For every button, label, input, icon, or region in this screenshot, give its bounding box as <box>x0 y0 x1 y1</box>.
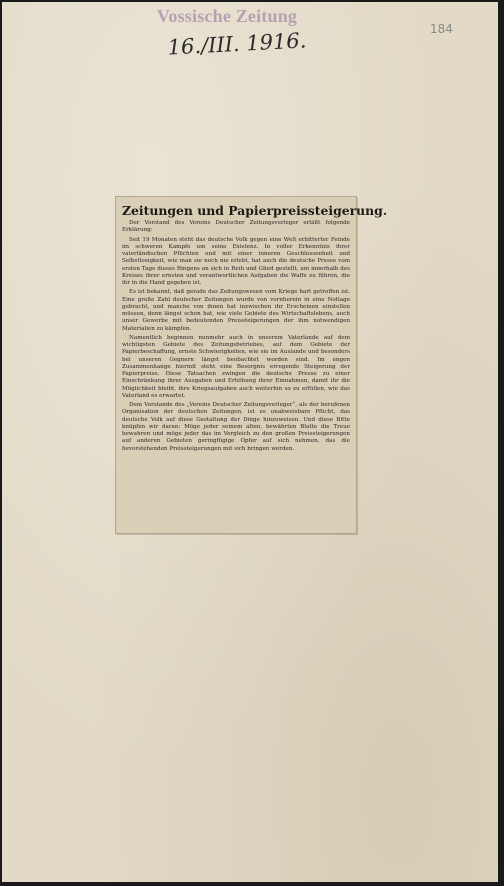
article-paragraph: Es ist bekannt, daß gerade das Zeitungswesen vom Kriege hart getroffen ist. Eine große Zahl deutscher Zeitungen wurde von vornherein in eine Notlage gebracht, und manche von ihnen hat inzwischen ihr Erscheinen einstellen müssen, denn längst schon hat, wie viele Gebiete des Wirtschaftslebens, auch unser Gewerbe mit bedeutenden Preissteigerungen der ihm notwendigen Materialien zu kämpfen. <box>122 289 350 332</box>
newspaper-clipping <box>115 196 388 534</box>
archive-page <box>2 2 498 882</box>
article-paragraph: Der Vorstand des Vereins Deutscher Zeitungsverleger erläßt folgende Erklärung: <box>122 220 350 234</box>
article-paragraph: Namentlich beginnen nunmehr auch in unserem Vaterlande auf dem wichtigsten Gebiete des Zeitungsbetriebes, auf dem Gebiete der Papierbeschaffung, ernste Schwierigkeiten, wie sie im Auslande und besonders bei unseren Gegnern längst beobachtet worden sind. Im engen Zusammenhange hiermit steht eine Besorgnis erregende Steigerung der Papierpreise. Diese Tatsachen zwingen die deutsche Presse zu einer Einschränkung ihrer Ausgaben und Erhöhung ihrer Einnahmen, damit ihr die Möglichkeit bleibt, ihre Kriegsaufgaben auch weiterhin so zu erfüllen, wie das Vaterland es erwartet. <box>122 334 350 399</box>
page-number-annotation: 184 <box>430 22 453 36</box>
article-title: Zeitungen und Papierpreissteigerung. <box>122 203 388 218</box>
newspaper-name-stamp: Vossische Zeitung <box>156 6 298 26</box>
article-paragraph: Dem Vorstande des „Vereins Deutscher Zeitungsverleger“, als der berufenen Organisation der deutschen Zeitungen, ist es unabweisbare Pflicht, das deutsche Volk auf diese Gestaltung der Dinge hinzuweisen. Und diese Bitte knüpfen wir daran: Möge jeder seinem alten, bewährten Blatte die Treue bewahren und möge jeder das im Vergleich zu den großen Preissteigerungen auf anderen Gebieten geringfügige Opfer auf sich nehmen, das die bevorstehenden Preissteigerungen mit sich bringen werden. <box>122 402 350 452</box>
article-paragraph: Seit 19 Monaten steht das deutsche Volk gegen eine Welt erbitterter Feinde im schweren Kampfe um seine Existenz. In voller Erkenntnis ihrer vaterländischen Pflichten und mit einer inneren Geschlossenheit und Selbstlosigkeit, wie man sie noch nie erlebt, hat auch die deutsche Presse vom ersten Tage dieses Ringens an sich in Reih und Glied gestellt, um innerhalb des Kreises ihrer ernsten und verantwortlichen Aufgaben die Waffe zu führen, die ihr in die Hand gegeben ist. <box>122 236 350 286</box>
handwritten-date: 16./III. 1916. <box>167 28 307 60</box>
article-body <box>122 220 350 453</box>
